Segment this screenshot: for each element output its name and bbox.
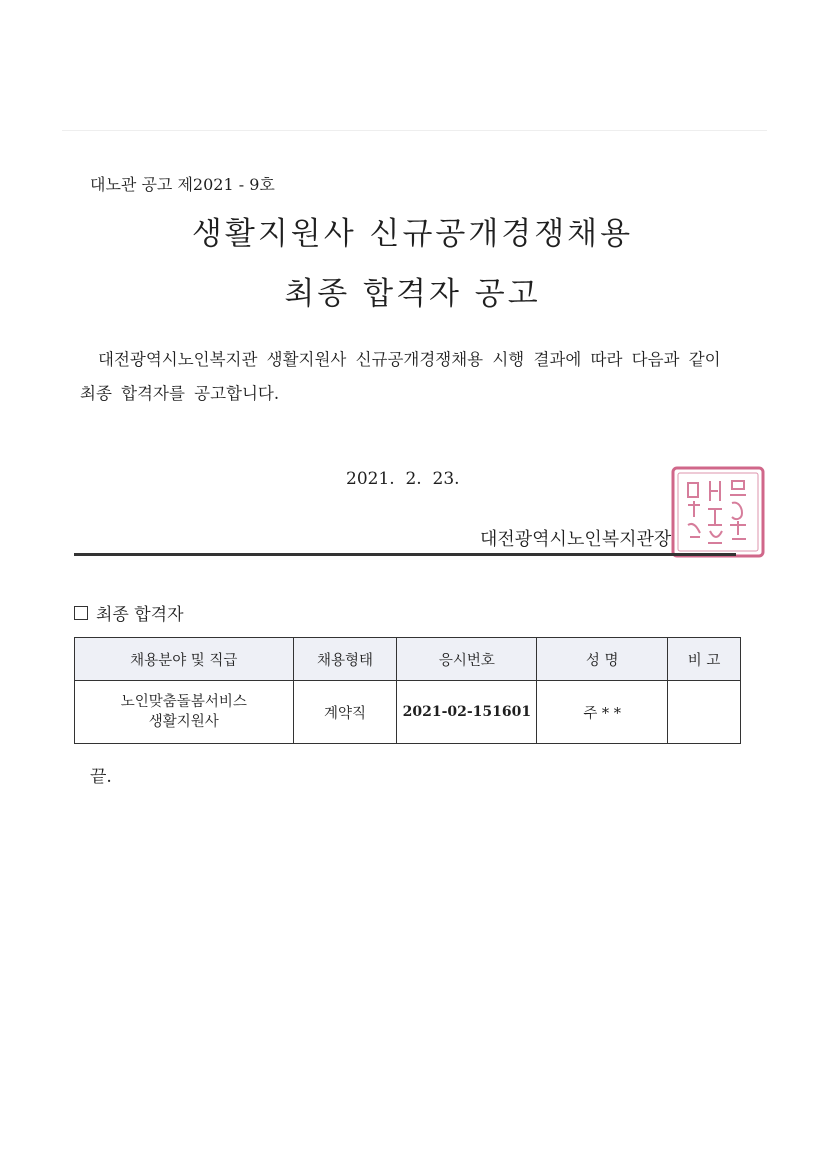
results-table: [74, 637, 741, 744]
cell-remarks: [668, 681, 741, 744]
announcement-paragraph: 대전광역시노인복지관 생활지원사 신규공개경쟁채용 시행 결과에 따라 다음과 같이 최종 합격자를 공고합니다.: [80, 350, 721, 403]
cell-type: 계약직: [293, 681, 397, 744]
issuer-name: 대전광역시노인복지관장: [480, 529, 672, 550]
cell-field: [75, 681, 294, 744]
cell-field-line2: 생활지원사: [148, 714, 219, 730]
page-subtitle: 최종 합격자 공고: [284, 276, 541, 312]
header-type: 채용형태: [293, 638, 397, 681]
announcement-date: 2021. 2. 23.: [346, 469, 460, 489]
cell-field-line1: 노인맞춤돌봄서비스: [120, 694, 247, 710]
section-heading-label: 최종 합격자: [96, 605, 184, 625]
header-remarks: 비 고: [668, 638, 741, 681]
section-divider: [74, 553, 736, 556]
table-row: [75, 681, 741, 744]
top-divider: [62, 130, 767, 131]
table-header-row: [75, 638, 741, 681]
cell-number: 2021-02-151601: [397, 681, 537, 744]
checkbox-icon: [74, 606, 88, 620]
header-number: 응시번호: [397, 638, 537, 681]
cell-name: 주 * *: [537, 681, 668, 744]
header-name: 성 명: [537, 638, 668, 681]
official-seal-icon: [670, 465, 766, 559]
end-mark: 끝.: [90, 767, 112, 787]
header-field: 채용분야 및 직급: [75, 638, 294, 681]
section-heading: [74, 600, 184, 625]
page-title: 생활지원사 신규공개경쟁채용: [191, 216, 634, 252]
notice-number: 대노관 공고 제2021 - 9호: [90, 175, 275, 194]
